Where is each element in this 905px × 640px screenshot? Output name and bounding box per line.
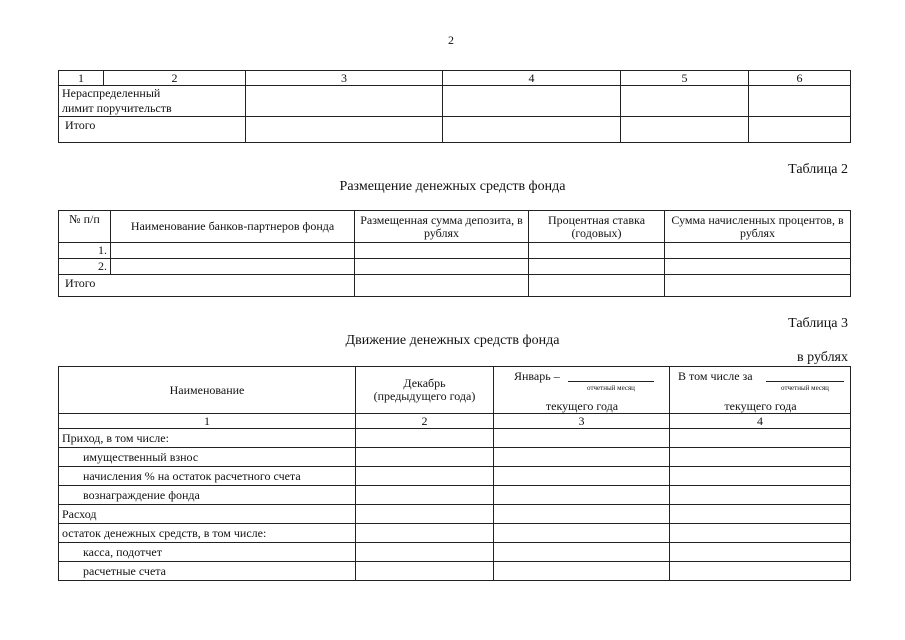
table-cell — [494, 429, 670, 448]
column-number: 2 — [356, 414, 494, 429]
row-label: Итого — [59, 117, 246, 143]
table3-caption: Таблица 3 — [788, 316, 848, 331]
table-header-cell: 6 — [749, 71, 851, 86]
table-cell — [665, 243, 851, 259]
table-header-cell: 4 — [443, 71, 621, 86]
table-cell — [356, 562, 494, 581]
limit-table — [58, 70, 851, 143]
table-number-row — [59, 414, 851, 429]
table-cell — [356, 524, 494, 543]
table-header-cell: 2 — [104, 71, 246, 86]
table-cell — [111, 243, 355, 259]
table-cell — [749, 86, 851, 117]
table-cell — [494, 505, 670, 524]
table-cell — [670, 448, 851, 467]
table-cell — [355, 275, 529, 297]
row-label: начисления % на остаток расчетного счета — [59, 467, 356, 486]
table-cell — [355, 259, 529, 275]
table-header-cell: 1 — [59, 71, 104, 86]
table-cell — [670, 486, 851, 505]
table-cell — [355, 243, 529, 259]
table-cell — [494, 524, 670, 543]
table-cell — [356, 429, 494, 448]
table-row — [59, 562, 851, 581]
table-cell — [494, 562, 670, 581]
cashflow-table — [58, 366, 851, 581]
column-number: 3 — [494, 414, 670, 429]
table-row — [59, 524, 851, 543]
table-cell — [356, 467, 494, 486]
table-header-cell — [494, 367, 670, 414]
table-row — [59, 117, 851, 143]
table-header-cell: 5 — [621, 71, 749, 86]
table-cell — [529, 259, 665, 275]
row-label: Итого — [59, 275, 355, 297]
table-cell — [246, 86, 443, 117]
page-number: 2 — [448, 33, 454, 47]
table-header-cell: Декабрь (предыдущего года) — [356, 367, 494, 414]
row-label: вознаграждение фонда — [59, 486, 356, 505]
table2-title: Размещение денежных средств фонда — [339, 179, 566, 194]
table-cell — [670, 543, 851, 562]
table-header-row — [59, 367, 851, 414]
table-header-cell: Сумма начисленных процентов, в рублях — [665, 211, 851, 243]
table3-title: Движение денежных средств фонда — [345, 333, 560, 348]
table-header-cell: Размещенная сумма депозита, в рублях — [355, 211, 529, 243]
table-cell — [670, 467, 851, 486]
table-cell — [246, 117, 443, 143]
table-cell — [494, 467, 670, 486]
row-label: имущественный взнос — [59, 448, 356, 467]
table-cell — [494, 486, 670, 505]
table-cell — [494, 448, 670, 467]
column-number: 1 — [59, 414, 356, 429]
table-cell — [111, 259, 355, 275]
table-row — [59, 448, 851, 467]
table-row — [59, 467, 851, 486]
table-cell — [621, 86, 749, 117]
table-row — [59, 429, 851, 448]
table-cell — [443, 117, 621, 143]
table-header-cell: Процентная ставка (годовых) — [529, 211, 665, 243]
row-label: расчетные счета — [59, 562, 356, 581]
table-cell — [665, 259, 851, 275]
row-label: Нераспределенный лимит поручительств — [59, 86, 246, 117]
header-month-hint: отчетный месяц — [781, 384, 829, 392]
table-cell — [529, 243, 665, 259]
table-header-cell: № п/п — [59, 211, 111, 243]
header-year: текущего года — [724, 399, 797, 413]
deposits-table — [58, 210, 851, 297]
row-label: остаток денежных средств, в том числе: — [59, 524, 356, 543]
table2-caption: Таблица 2 — [788, 162, 848, 177]
table-row — [59, 243, 851, 259]
table-row — [59, 86, 851, 117]
table-cell — [670, 505, 851, 524]
table-cell — [670, 562, 851, 581]
table-header-cell: Наименование банков-партнеров фонда — [111, 211, 355, 243]
table-cell — [356, 448, 494, 467]
table-cell — [356, 505, 494, 524]
table-header-cell — [670, 367, 851, 414]
table-header-row — [59, 211, 851, 243]
header-month-hint: отчетный месяц — [587, 384, 635, 392]
table-row — [59, 505, 851, 524]
table-cell — [529, 275, 665, 297]
table-cell — [356, 486, 494, 505]
table-cell — [443, 86, 621, 117]
column-number: 4 — [670, 414, 851, 429]
table-row — [59, 259, 851, 275]
row-label: касса, подотчет — [59, 543, 356, 562]
table-cell — [356, 543, 494, 562]
table-header-row — [59, 71, 851, 86]
table-cell — [665, 275, 851, 297]
header-including: В том числе за — [678, 369, 753, 383]
row-label: Расход — [59, 505, 356, 524]
table-cell — [494, 543, 670, 562]
table-cell — [749, 117, 851, 143]
table-row — [59, 486, 851, 505]
table-cell — [670, 429, 851, 448]
row-label: Приход, в том числе: — [59, 429, 356, 448]
table-row — [59, 543, 851, 562]
table-header-cell: Наименование — [59, 367, 356, 414]
header-year: текущего года — [545, 399, 619, 413]
table-cell — [670, 524, 851, 543]
table-row — [59, 275, 851, 297]
table3-units: в рублях — [797, 350, 848, 365]
row-number: 1. — [59, 243, 111, 259]
header-january: Январь – — [514, 369, 560, 383]
table-cell — [621, 117, 749, 143]
row-number: 2. — [59, 259, 111, 275]
table-header-cell: 3 — [246, 71, 443, 86]
